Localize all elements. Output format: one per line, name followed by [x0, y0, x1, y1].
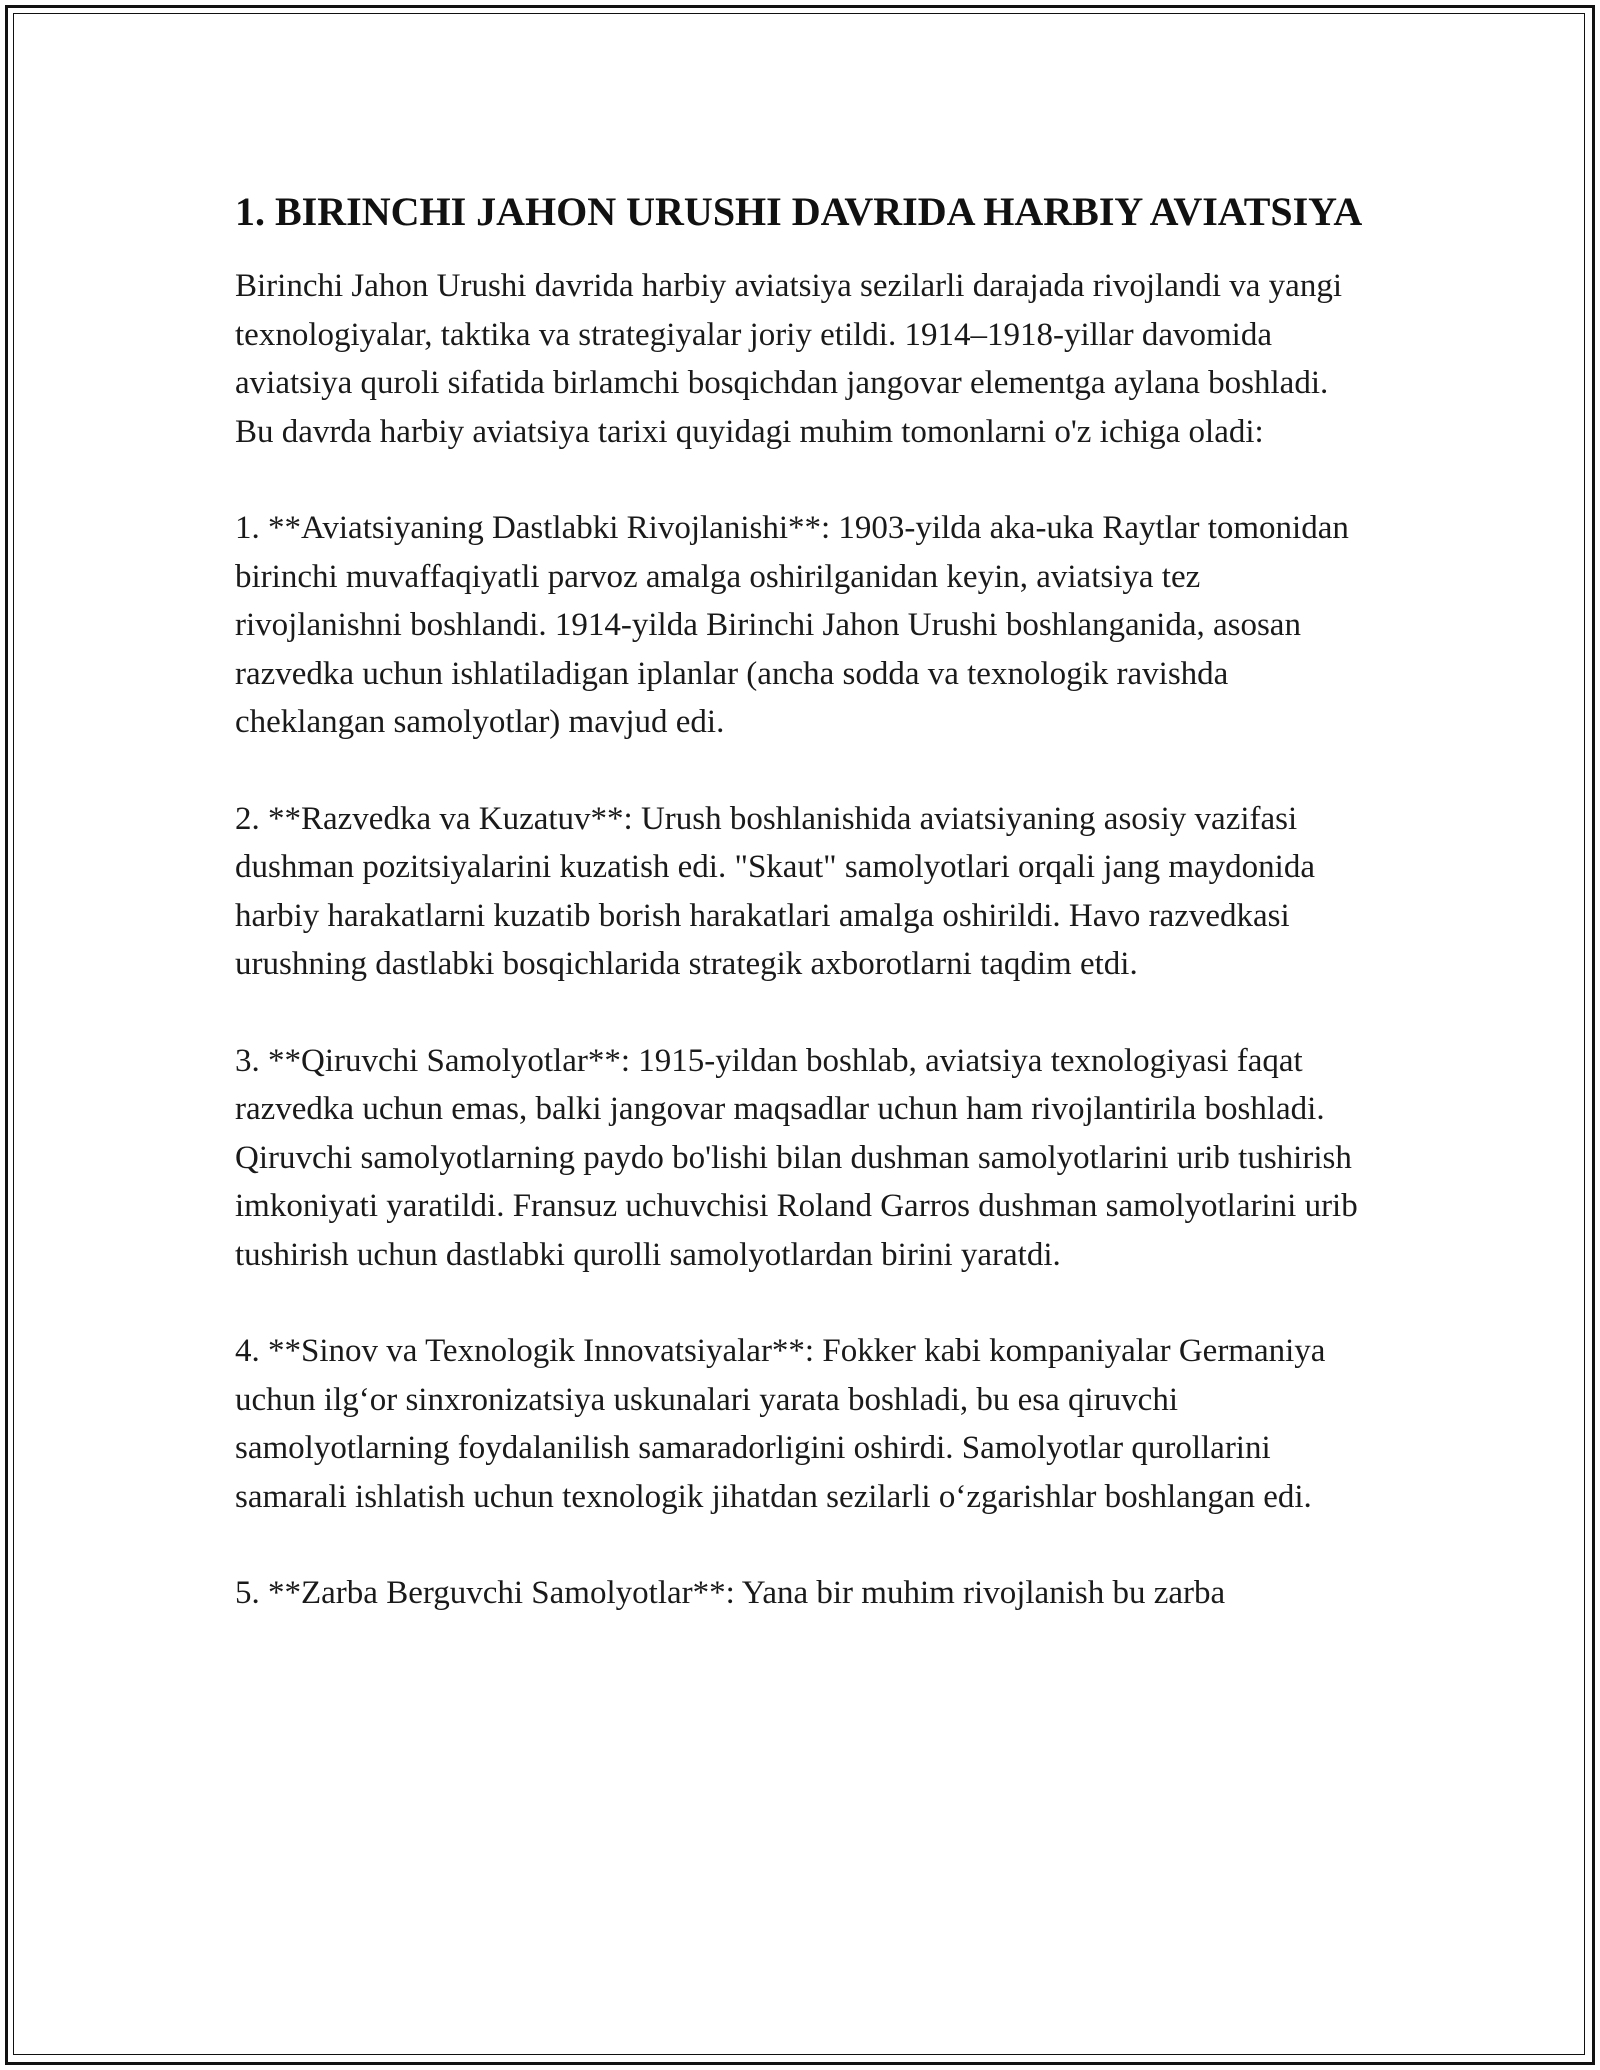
list-item-paragraph: 3. **Qiruvchi Samolyotlar**: 1915-yildan boshlab, aviatsiya texnologiyasi faqat razvedka uchun emas, balki jangovar maqsadlar uchun ham rivojlantirila boshladi. Qiruvchi samolyotlarning paydo bo'lishi bilan dushman samolyotlarini urib tushirish imkoniyati yaratildi. Fransuz uchuvchisi Roland Garros dushman samolyotlarini urib tushirish uchun dastlabki qurolli samolyotlardan birini yaratdi.	[235, 1042, 1358, 1273]
list-item-paragraph: 2. **Razvedka va Kuzatuv**: Urush boshlanishida aviatsiyaning asosiy vazifasi dushman pozitsiyalarini kuzatish edi. "Skaut" samolyotlari orqali jang maydonida harbiy harakatlarni kuzatib borish harakatlari amalga oshirildi. Havo razvedkasi urushning dastlabki bosqichlarida strategik axborotlarni taqdim etdi.	[235, 800, 1315, 982]
intro-paragraph: Birinchi Jahon Urushi davrida harbiy aviatsiya sezilarli darajada rivojlandi va yangi texnologiyalar, taktika va strategiyalar joriy etildi. 1914–1918-yillar davomida aviatsiya quroli sifatida birlamchi bosqichdan jangovar elementga aylana boshladi. Bu davrda harbiy aviatsiya tarixi quyidagi muhim tomonlarni o'z ichiga oladi:	[235, 268, 1342, 450]
document-body	[235, 186, 1365, 1666]
section-heading: 1. BIRINCHI JAHON URUSHI DAVRIDA HARBIY AVIATSIYA	[235, 189, 1363, 234]
list-item-paragraph: 1. **Aviatsiyaning Dastlabki Rivojlanishi**: 1903-yilda aka-uka Raytlar tomonidan birinchi muvaffaqiyatli parvoz amalga oshirilganidan keyin, aviatsiya tez rivojlanishni boshlandi. 1914-yilda Birinchi Jahon Urushi boshlanganida, asosan razvedka uchun ishlatiladigan iplanlar (ancha sodda va texnologik ravishda cheklangan samolyotlar) mavjud edi.	[235, 510, 1349, 740]
list-item-paragraph: 4. **Sinov va Texnologik Innovatsiyalar**: Fokker kabi kompaniyalar Germaniya uchun ilg‘or sinxronizatsiya uskunalari yarata boshladi, bu esa qiruvchi samolyotlarning foydalanilish samaradorligini oshirdi. Samolyotlar qurollarini samarali ishlatish uchun texnologik jihatdan sezilarli o‘zgarishlar boshlangan edi.	[235, 1333, 1326, 1515]
list-item-paragraph: 5. **Zarba Berguvchi Samolyotlar**: Yana bir muhim rivojlanish bu zarba	[235, 1575, 1226, 1611]
